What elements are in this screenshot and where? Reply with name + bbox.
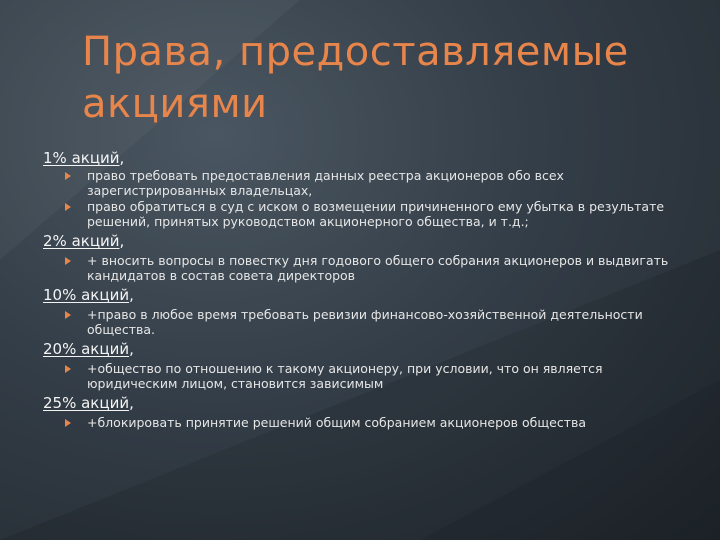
- bullet-list: [43, 169, 683, 229]
- section-2-percent: [43, 231, 683, 283]
- bullet-list: [43, 362, 683, 391]
- list-item: [43, 200, 683, 229]
- section-heading: [43, 285, 683, 305]
- bullet-text: +блокировать принятие решений общим собранием акционеров общества: [87, 415, 587, 430]
- bullet-list: [43, 308, 683, 337]
- section-heading-suffix: ,: [129, 340, 134, 358]
- slide-title: Права, предоставляемые акциями: [82, 29, 629, 127]
- bullet-list: [43, 254, 683, 283]
- list-item: [43, 254, 683, 283]
- section-heading-label: 20% акций: [43, 340, 130, 358]
- section-20-percent: [43, 339, 683, 391]
- triangle-right-icon: [65, 257, 71, 265]
- section-heading-label: 1% акций: [43, 149, 120, 167]
- section-heading: [43, 393, 683, 413]
- bullet-list: [43, 416, 683, 431]
- bullet-text: право обратиться в суд с иском о возмещении причиненного ему убытка в результате решений, принятых руководством акционерного общества, и т.д.;: [87, 199, 665, 229]
- section-heading: [43, 231, 683, 251]
- triangle-right-icon: [65, 172, 71, 180]
- section-heading-label: 10% акций: [43, 286, 130, 304]
- bullet-text: +общество по отношению к такому акционеру, при условии, что он является юридическим лицом, становится зависимым: [87, 361, 603, 391]
- triangle-right-icon: [65, 365, 71, 373]
- list-item: [43, 362, 683, 391]
- section-heading: [43, 339, 683, 359]
- section-25-percent: [43, 393, 683, 431]
- content-body: [43, 148, 683, 433]
- section-heading-label: 2% акций: [43, 232, 120, 250]
- list-item: [43, 169, 683, 198]
- list-item: [43, 308, 683, 337]
- section-1-percent: [43, 148, 683, 229]
- bullet-text: + вносить вопросы в повестку дня годового общего собрания акционеров и выдвигать кандидатов в состав совета директоров: [87, 253, 669, 283]
- section-heading: [43, 148, 683, 168]
- bullet-text: +право в любое время требовать ревизии финансово-хозяйственной деятельности общества.: [87, 307, 643, 337]
- section-heading-suffix: ,: [129, 286, 134, 304]
- triangle-right-icon: [65, 203, 71, 211]
- bullet-text: право требовать предоставления данных реестра акционеров обо всех зарегистрированных владельцах,: [87, 168, 564, 198]
- section-10-percent: [43, 285, 683, 337]
- section-heading-suffix: ,: [129, 394, 134, 412]
- section-heading-suffix: ,: [119, 149, 125, 167]
- section-heading-label: 25% акций: [43, 394, 130, 412]
- section-heading-suffix: ,: [119, 232, 125, 250]
- triangle-right-icon: [65, 311, 71, 319]
- list-item: [43, 416, 683, 431]
- triangle-right-icon: [65, 419, 71, 427]
